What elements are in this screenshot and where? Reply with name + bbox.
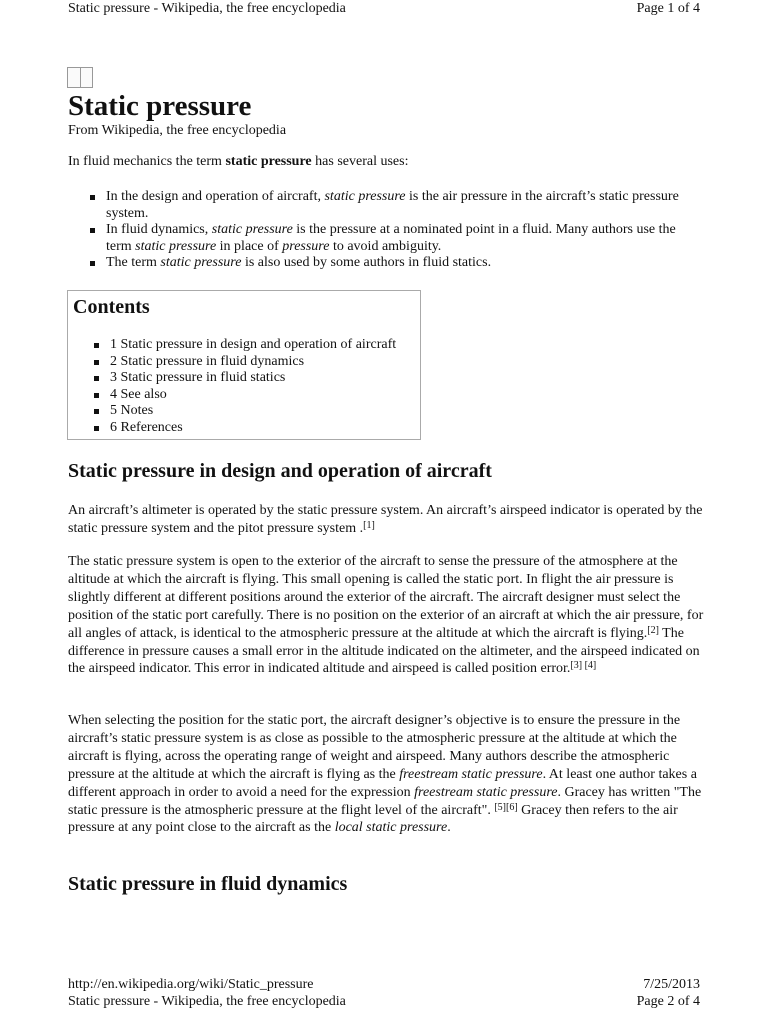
section-heading-fluid-dynamics: Static pressure in fluid dynamics [68, 873, 348, 895]
footer-url: http://en.wikipedia.org/wiki/Static_pressure [68, 977, 314, 992]
broken-image-icon [67, 67, 93, 88]
intro-term: static pressure [225, 154, 312, 169]
citation-link[interactable]: [1] [363, 519, 375, 531]
toc-item-fluid-dynamics[interactable]: 2 Static pressure in fluid dynamics [68, 354, 396, 371]
citation-link[interactable]: [5][6] [494, 801, 518, 813]
citation-link[interactable]: [2] [647, 624, 659, 636]
list-item: In the design and operation of aircraft, static pressure is the air pressure in the aircraft’s static pressure system. [68, 189, 700, 222]
footer-title: Static pressure - Wikipedia, the free encyclopedia [68, 994, 346, 1009]
list-item: In fluid dynamics, static pressure is the pressure at a nominated point in a fluid. Many authors use the term static pressure in place of pressure to avoid ambiguity. [68, 222, 700, 255]
paragraph-altimeter: An aircraft’s altimeter is operated by the static pressure system. An aircraft’s airspeed indicator is operated by the static pressure system and the pitot pressure system .[1] [68, 503, 703, 536]
page-title: Static pressure [68, 90, 252, 122]
footer-page-number: Page 2 of 4 [636, 994, 700, 1009]
toc-heading: Contents [73, 296, 150, 318]
header-title: Static pressure - Wikipedia, the free encyclopedia [68, 1, 346, 16]
toc-item-notes[interactable]: 5 Notes [68, 403, 396, 420]
list-item: The term static pressure is also used by some authors in fluid statics. [68, 255, 700, 272]
article-source: From Wikipedia, the free encyclopedia [68, 123, 287, 138]
toc-item-references[interactable]: 6 References [68, 420, 396, 437]
header-page-number: Page 1 of 4 [636, 1, 700, 16]
toc-item-fluid-statics[interactable]: 3 Static pressure in fluid statics [68, 370, 396, 387]
toc-list [68, 337, 396, 437]
table-of-contents [67, 290, 421, 440]
toc-item-see-also[interactable]: 4 See also [68, 387, 396, 404]
paragraph-port-position: When selecting the position for the static port, the aircraft designer’s objective is to ensure the pressure in the aircraft’s static pressure system is as close as possible to the atmospheric pressure at the altitude at which the aircraft is flying, across the operating range of weight and airspeed. Many authors describe the atmospheric pressure at the altitude at which the aircraft is flying as the freestream static pressure. At least one author takes a different approach in order to avoid a need for the expression freestream static pressure. Gracey has written "The static pressure is the atmospheric pressure at the flight level of the aircraft". [5][6] Gracey then refers to the air pressure at any point close to the aircraft as the local static pressure. [68, 713, 702, 836]
uses-list [68, 189, 700, 272]
citation-link[interactable]: [3] [4] [570, 660, 597, 672]
toc-item-design-operation[interactable]: 1 Static pressure in design and operation of aircraft [68, 337, 396, 354]
intro-paragraph: In fluid mechanics the term static pressure has several uses: [68, 154, 409, 169]
section-heading-aircraft: Static pressure in design and operation of aircraft [68, 460, 492, 482]
footer-date: 7/25/2013 [643, 977, 700, 992]
paragraph-static-port: The static pressure system is open to the exterior of the aircraft to sense the pressure of the atmosphere at the altitude at which the aircraft is flying. This small opening is called the static port. In flight the air pressure is slightly different at different positions around the exterior of the aircraft. The aircraft designer must select the position of the static port carefully. There is no position on the exterior of an aircraft at which the air pressure, for all angles of attack, is identical to the atmospheric pressure at the altitude at which the aircraft is flying.[2] The difference in pressure causes a small error in the altitude indicated on the altimeter, and the airspeed indicated on the airspeed indicator. This error in indicated altitude and airspeed is called position error.[3] [4] [68, 554, 704, 677]
